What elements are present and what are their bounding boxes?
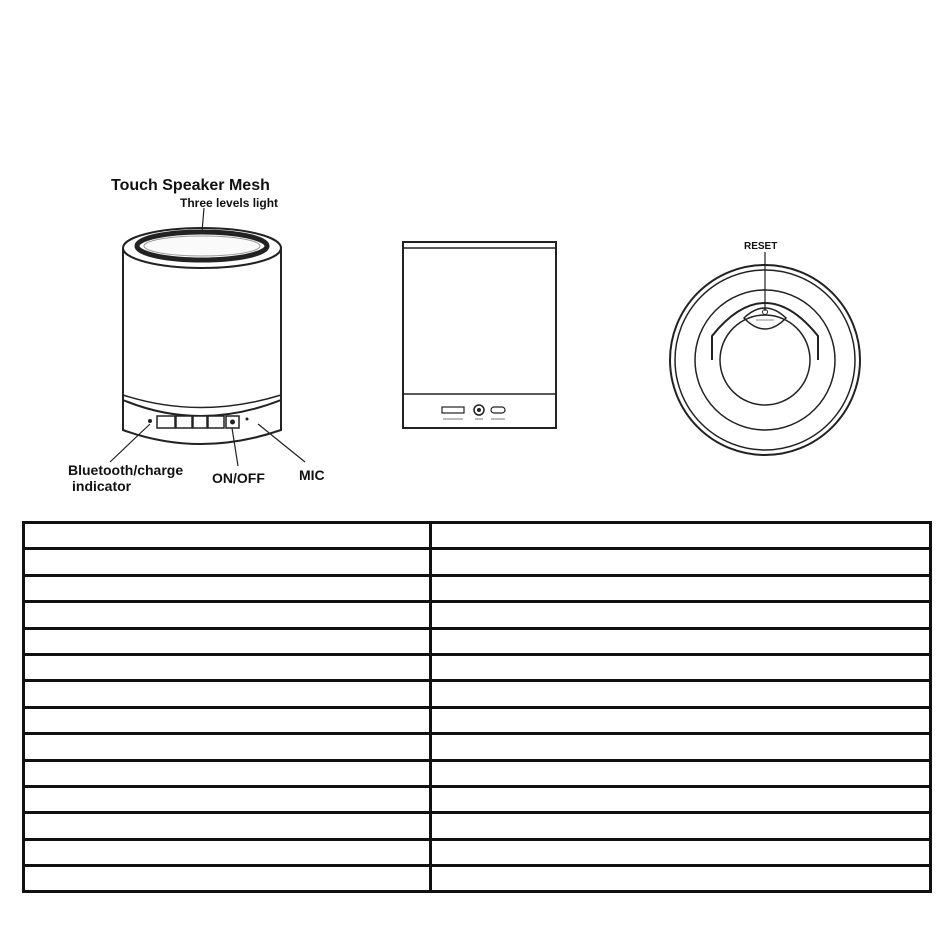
spec-value-cell [431, 628, 931, 654]
bottom-view-speaker [670, 252, 860, 455]
spec-name-cell [24, 760, 431, 786]
spec-name-cell [24, 681, 431, 707]
bluetooth-charge-label: Bluetooth/charge [68, 462, 184, 478]
table-row [24, 866, 931, 892]
touch-speaker-mesh-label: Touch Speaker Mesh [111, 177, 270, 194]
side-view-speaker [403, 242, 556, 428]
spec-name-cell [24, 549, 431, 575]
spec-name-cell [24, 707, 431, 733]
spec-name-cell [24, 654, 431, 680]
button-panel [148, 416, 249, 428]
spec-name-cell [24, 575, 431, 601]
spec-name-cell [24, 628, 431, 654]
spec-value-cell [431, 707, 931, 733]
spec-value-cell [431, 760, 931, 786]
spec-name-cell [24, 734, 431, 760]
spec-value-cell [431, 813, 931, 839]
three-levels-light-label: Three levels light [180, 196, 279, 210]
table-row [24, 575, 931, 601]
table-row [24, 707, 931, 733]
table-row [24, 549, 931, 575]
spec-value-cell [431, 575, 931, 601]
on-off-label: ON/OFF [212, 470, 265, 486]
indicator-label: indicator [72, 478, 132, 494]
spec-name-cell [24, 786, 431, 812]
table-row [24, 681, 931, 707]
spec-value-cell [431, 549, 931, 575]
table-row [24, 628, 931, 654]
table-row [24, 760, 931, 786]
spec-name-cell [24, 602, 431, 628]
spec-value-cell [431, 866, 931, 892]
table-row [24, 839, 931, 865]
table-row [24, 813, 931, 839]
spec-value-cell [431, 839, 931, 865]
spec-name-cell [24, 866, 431, 892]
table-row [24, 786, 931, 812]
spec-value-cell [431, 523, 931, 549]
spec-value-cell [431, 734, 931, 760]
table-row [24, 602, 931, 628]
reset-label: RESET [744, 241, 778, 252]
table-row [24, 734, 931, 760]
front-view-speaker [110, 208, 305, 466]
spec-name-cell [24, 523, 431, 549]
spec-value-cell [431, 786, 931, 812]
table-row [24, 654, 931, 680]
mic-label: MIC [299, 467, 325, 483]
spec-table [22, 521, 932, 893]
spec-name-cell [24, 839, 431, 865]
spec-name-cell [24, 813, 431, 839]
spec-value-cell [431, 602, 931, 628]
spec-value-cell [431, 654, 931, 680]
table-row [24, 523, 931, 549]
spec-value-cell [431, 681, 931, 707]
